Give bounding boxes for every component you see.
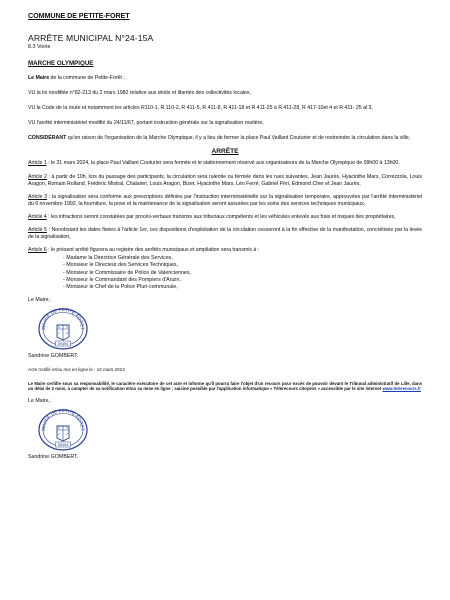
commune-heading: COMMUNE DE PETITE-FORET — [28, 11, 130, 20]
considerant-rest: qu'en raison de l'organisation de la Marche Olympique, il y a lieu de fermer la place Paul Vaillant Couturier et de restreindre la circulation dans la ville, — [66, 135, 411, 142]
subject-title: MARCHE OLYMPIQUE — [28, 60, 94, 67]
article-text: : à partir de 10h, lors du passage des participants, la circulation sera ralentie ou fermée dans les rues suivantes, Jean Jaurès, Hyacinthe Mars, Correzzola, Louis Aragon, Romain Rolland, Frédéric Mistral, Chalarier, Louis Aragon, Bizet, Hyacinthe Mars, Léo Ferré, Gabriel Péri, Edmond Cher et Jean Jaurès, — [28, 173, 423, 187]
list-item: - Monsieur le Commissaire de Police de Valenciennes, — [63, 269, 191, 276]
article-2 — [28, 174, 422, 188]
classification-ref: 8.3 Voirie — [28, 44, 51, 50]
list-item: - Monsieur le Commandant des Pompiers d'Anzin, — [63, 276, 181, 283]
legal-notice — [28, 381, 422, 392]
telerecours-link[interactable]: www.telerecours.fr — [382, 386, 421, 392]
arrete-number: ARRÊTE MUNICIPAL N°24-15A — [28, 33, 154, 43]
signer-name: Sandrine GOMBERT. — [28, 453, 79, 460]
document-body — [28, 11, 422, 460]
mairie-seal-icon — [37, 408, 89, 452]
article-label: Article 4 — [28, 213, 47, 220]
article-label: Article 5 — [28, 227, 47, 234]
list-item: - Monsieur le Chef de la Police Pluri-communale, — [63, 283, 178, 290]
article-text: : le 31 mars 2024, la place Paul Vaillant Couturier sera fermée et le stationnement réservé aux organisateurs de la Marche Olympique de 09h00 à 13h00, — [46, 160, 400, 167]
legal-notice-text: Le Maire certifie sous sa responsabilité, le caractère exécutoire de cet acte et informe qu'il pourra faire l'objet d'un recours pour excès de pouvoir devant le Tribunal administratif de Lille, dans un délai de 2 mois, à compter de sa notification et/ou sa mise en ligne ; saisine possible par l'application informatique « Télérecours citoyens » accessible par le site internet — [28, 380, 422, 392]
seal-bottom-text: 59494 — [57, 442, 69, 447]
considerant-bold: CONSIDÉRANT — [28, 135, 67, 142]
article-5 — [28, 227, 422, 241]
signer-name: Sandrine GOMBERT. — [28, 352, 79, 359]
maire-rest: de la commune de Petite-Forêt ; — [49, 75, 125, 81]
vu-paragraph-3: VU l'arrêté interministériel modifié du 24/11/67, portant instruction générale sur la signalisation routière, — [28, 120, 264, 127]
article-1 — [28, 160, 422, 167]
list-item: - Madame la Directrice Générale des Services, — [63, 255, 173, 262]
article-text: : Nonobstant les dates fixées à l'article 1er, ces dispositions d'exploitation de la circulation cesseront à la fin effective de la manifestation, concrétisée par la levée de la signalisation, — [28, 227, 422, 241]
list-item: - Monsieur le Directeur des Services Techniques, — [63, 262, 179, 269]
article-label: Article 6 — [28, 247, 47, 254]
arrete-heading: ARRÊTE — [211, 148, 239, 156]
intro-line — [28, 75, 422, 82]
posting-date: Acte notifié et/ou mis en ligne le : 12 mars 2024 — [28, 366, 125, 372]
article-4 — [28, 214, 422, 221]
seal-top-text: MAIRIE DE PETITE-FORET — [40, 407, 86, 432]
vu-paragraph-1: VU la loi modifiée n°82-213 du 2 mars 1982 relative aux droits et libertés des collectivités locales, — [28, 90, 251, 97]
signature-label: Le Maire, — [28, 296, 51, 303]
seal-top-text: MAIRIE DE PETITE-FORET — [40, 306, 86, 330]
considerant-paragraph — [28, 135, 422, 142]
article-6 — [28, 247, 422, 254]
maire-bold: Le Maire — [28, 75, 50, 81]
recipients-list — [63, 255, 422, 290]
article-3 — [28, 194, 422, 208]
signature-label: Le Maire, — [28, 397, 51, 404]
article-label: Article 3 — [28, 193, 48, 200]
vu-paragraph-2: VU le Code de la route et notamment les articles R110-1, R 110-2, R 411-5, R 411-8, R 411-18 et R 411-25 à R 411-28, R 417-10et 4 et R 411- 25 al 3, — [28, 105, 373, 112]
article-text: : les infractions seront constatées par procès-verbaux transmis aux tribunaux compétents et les véhicules enlevés aux frais et risques des propriétaires, — [46, 213, 396, 220]
signature-block — [28, 297, 422, 359]
article-label: Article 2 — [28, 173, 47, 180]
mairie-seal-icon — [37, 307, 89, 351]
seal-bottom-text: 59494 — [57, 341, 69, 346]
signature-block-2 — [28, 398, 422, 460]
article-text: : le présent arrêté figurera au registre des arrêtés municipaux et ampliation sera transmis à : — [46, 247, 260, 254]
article-text: : la signalisation sera conforme aux prescriptions définies par l'instruction interministérielle sur la signalisation temporaire, approuvées par l'arrêté interministériel du 6 novembre 1992, la fourniture, la pose et la maintenance de la signalisation seront assurées par les soins des services techniques municipaux, — [28, 193, 422, 207]
article-label: Article 1 — [28, 160, 47, 167]
